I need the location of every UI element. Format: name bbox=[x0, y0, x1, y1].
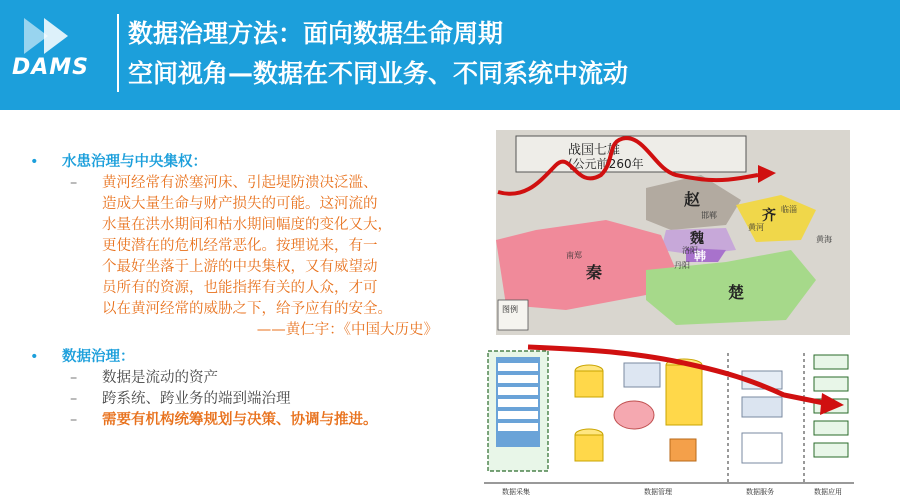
list-item-text: 跨系统、跨业务的端到端治理 bbox=[102, 391, 291, 407]
dash-marker: – bbox=[70, 412, 78, 428]
quote-line: 黄河经常有淤塞河床、引起堤防溃决泛滥、 bbox=[102, 175, 378, 191]
map-label-linzi: 临淄 bbox=[781, 205, 797, 214]
dams-logo bbox=[10, 12, 115, 92]
bullet-section-2 bbox=[30, 347, 480, 368]
app-box-1 bbox=[814, 355, 848, 369]
content-area bbox=[30, 152, 480, 431]
map-label-danyang: 丹阳 bbox=[674, 261, 690, 270]
section2-heading: 数据治理： bbox=[62, 349, 135, 365]
arch-label-manage: 数据管理 bbox=[644, 488, 672, 496]
app-box-5 bbox=[814, 443, 848, 457]
map-label-chu: 楚 bbox=[728, 283, 745, 302]
dash-marker: – bbox=[70, 391, 78, 407]
arch-label-app: 数据应用 bbox=[814, 488, 842, 496]
arch-label-service: 数据服务 bbox=[746, 488, 774, 496]
list-item bbox=[30, 410, 480, 431]
quote-line: 水量在洪水期间和枯水期间幅度的变化又大， bbox=[102, 217, 392, 233]
header-bar bbox=[0, 0, 900, 110]
map-label-han: 韩 bbox=[694, 249, 707, 263]
map-label-luoyang: 洛阳 bbox=[682, 246, 698, 255]
bullet-dot: • bbox=[30, 154, 39, 170]
citation: ——黄仁宇：《中国大历史》 bbox=[256, 322, 438, 338]
process-node bbox=[614, 401, 654, 429]
logo-text: DAMS bbox=[12, 55, 90, 80]
bullet-section-1 bbox=[30, 152, 480, 173]
list-item bbox=[30, 389, 480, 410]
header-divider bbox=[117, 14, 119, 92]
map-title-2: (公元前260年 bbox=[568, 157, 644, 171]
page-title: 数据治理方法：面向数据生命周期 bbox=[128, 19, 504, 48]
quote-line: 以在黄河经常的威胁之下，给予应有的安全。 bbox=[102, 301, 392, 317]
service-box-2 bbox=[742, 397, 782, 417]
list-item-text: 数据是流动的资产 bbox=[102, 370, 218, 386]
section1-heading: 水患治理与中央集权： bbox=[62, 154, 207, 170]
map-label-wei: 魏 bbox=[690, 231, 704, 247]
quote-line: 个最好坐落于上游的中央集权，又有威望动 bbox=[102, 259, 378, 275]
service-box-3 bbox=[742, 433, 782, 463]
mart-box bbox=[670, 439, 696, 461]
quote-line: 更使潜在的危机经常恶化。按理说来，有一 bbox=[102, 238, 378, 254]
list-item bbox=[30, 368, 480, 389]
app-box-2 bbox=[814, 377, 848, 391]
map-label-huanghai: 黄海 bbox=[816, 235, 832, 244]
list-item-text: 需要有机构统筹规划与决策、协调与推进。 bbox=[102, 412, 378, 428]
map-label-qi: 齐 bbox=[762, 208, 776, 224]
map-title-1: 战国七雄 bbox=[568, 143, 621, 158]
map-label-huanghe: 黄河 bbox=[748, 223, 764, 232]
quote-paragraph bbox=[30, 173, 480, 320]
warring-states-map bbox=[496, 130, 850, 335]
data-architecture-diagram bbox=[484, 343, 854, 498]
quote-line: 造成大量生命与财产损失的可能。这河流的 bbox=[102, 196, 378, 212]
map-label-zhao: 赵 bbox=[684, 190, 701, 209]
quote-line: 员所有的资源，也能指挥有关的人众，才可 bbox=[102, 280, 378, 296]
bullet-dot: • bbox=[30, 349, 39, 365]
map-label-nanzheng: 南郑 bbox=[566, 251, 582, 260]
arch-label-collect: 数据采集 bbox=[502, 488, 530, 496]
app-box-4 bbox=[814, 421, 848, 435]
page-subtitle: 空间视角—数据在不同业务、不同系统中流动 bbox=[128, 59, 629, 88]
dash-marker: – bbox=[70, 175, 78, 191]
map-label-qin: 秦 bbox=[586, 263, 603, 282]
map-label-handan: 邯郸 bbox=[701, 211, 717, 220]
dash-marker: – bbox=[70, 370, 78, 386]
map-legend-title: 图例 bbox=[502, 305, 518, 314]
etl-box bbox=[624, 363, 660, 387]
